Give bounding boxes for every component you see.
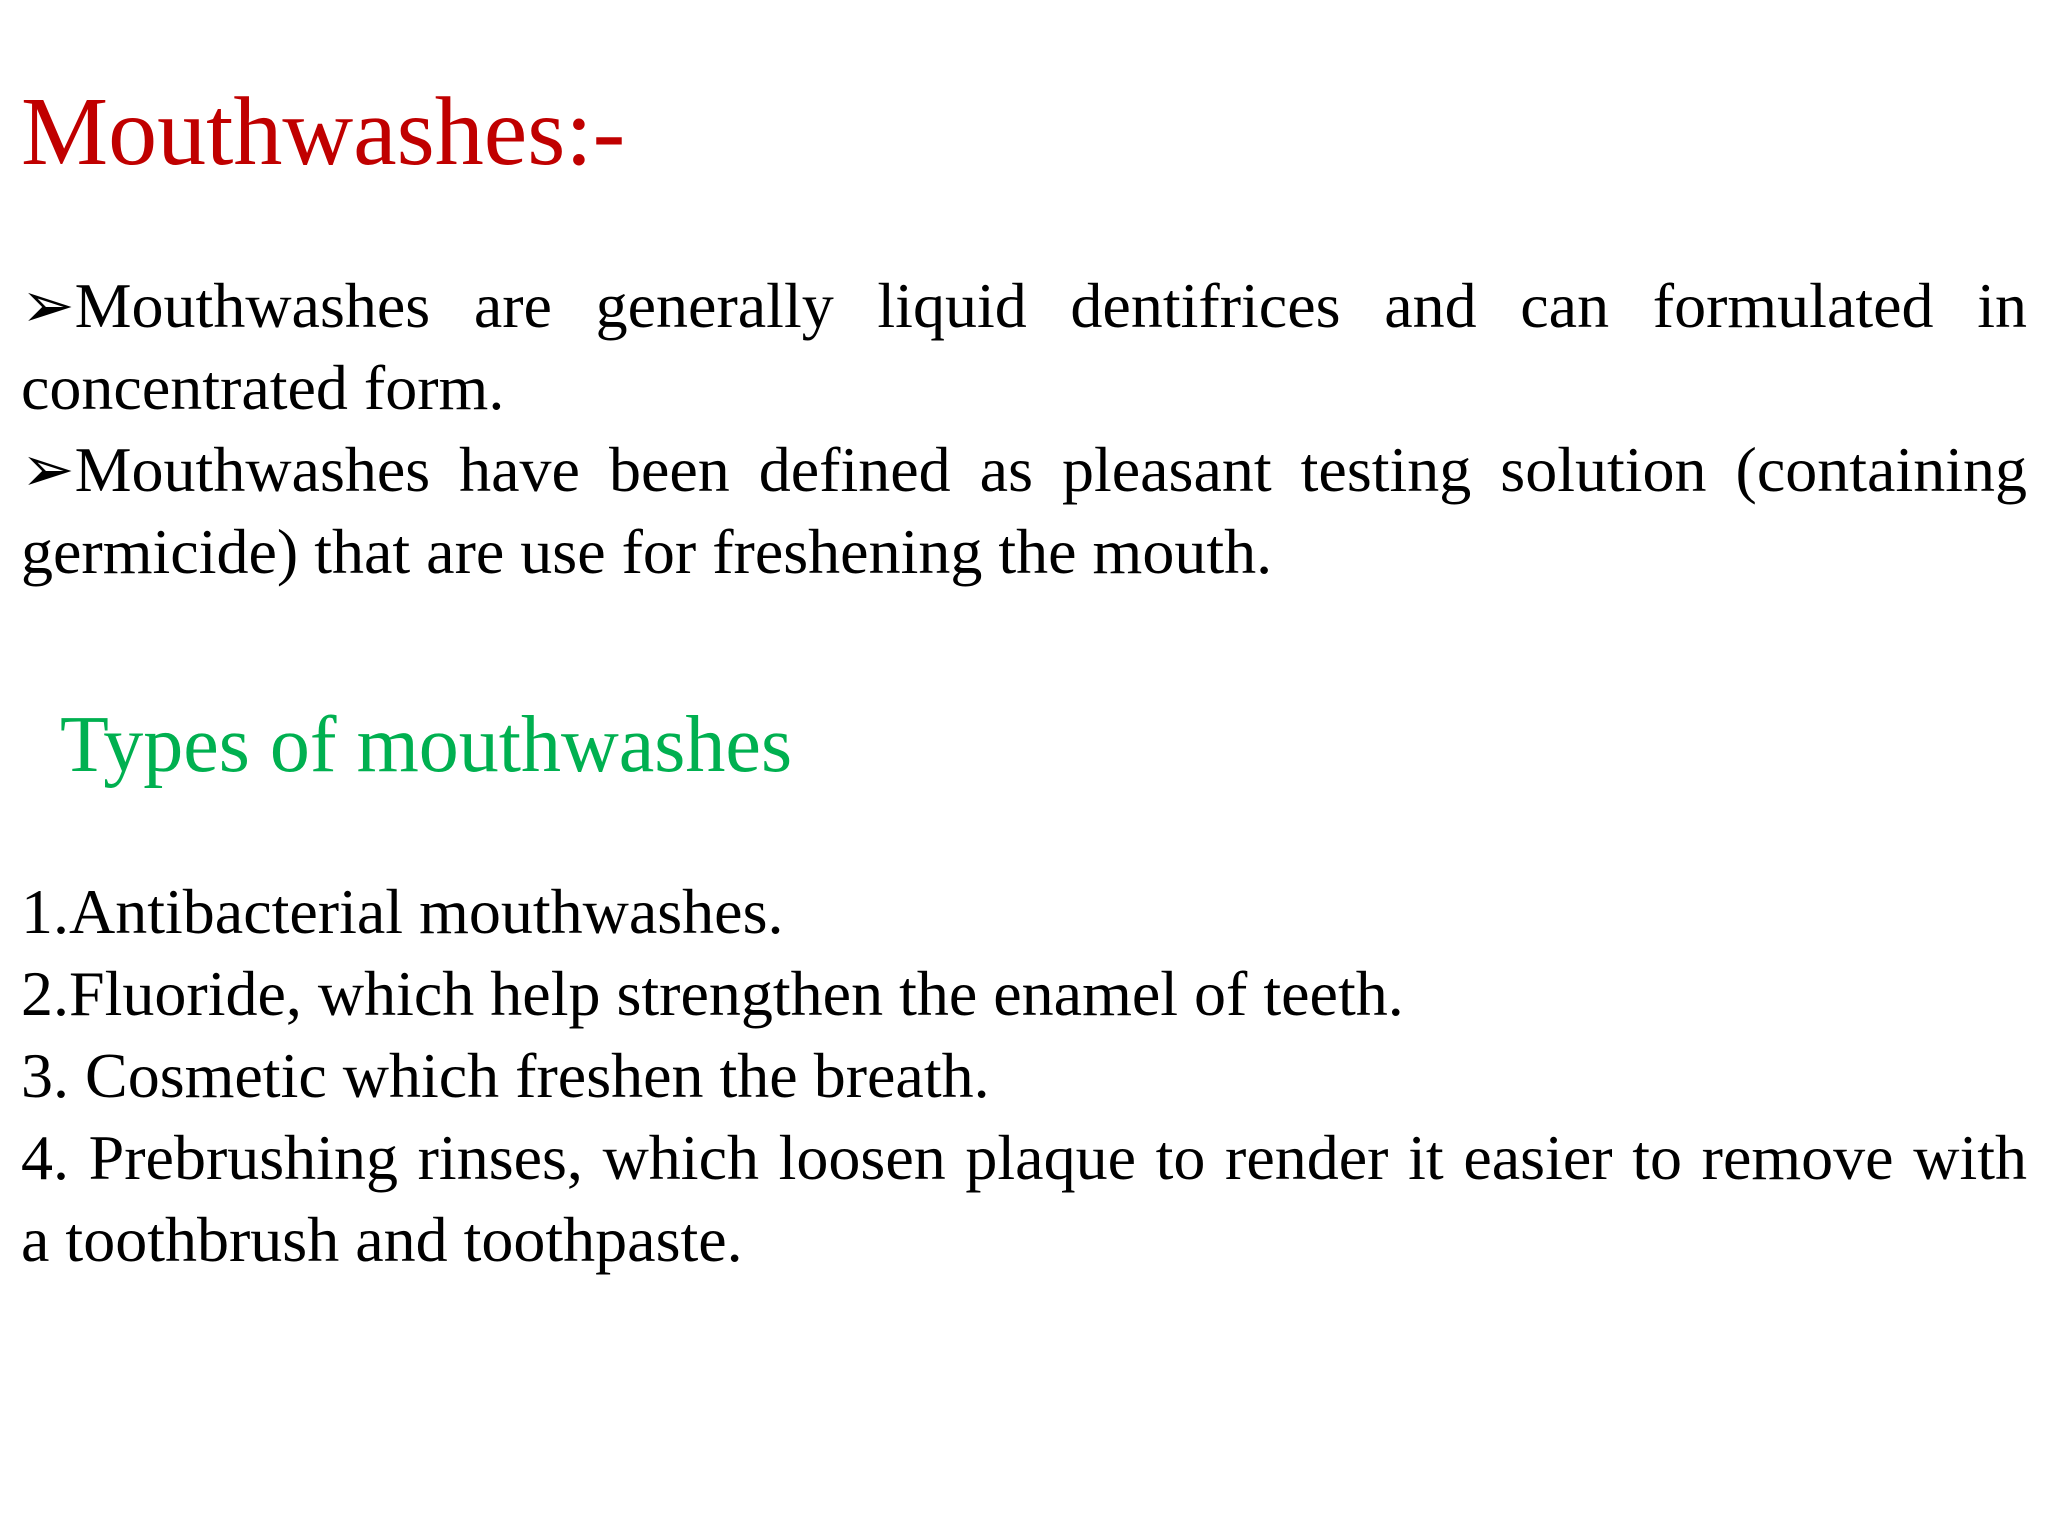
list-item: 1.Antibacterial mouthwashes. xyxy=(21,876,784,947)
list-item: 4. Prebrushing rinses, which loosen plaque to render it easier to remove with a toothbrush and toothpaste. xyxy=(21,1122,2027,1275)
bullet-item xyxy=(21,429,2027,593)
types-subheading: Types of mouthwashes xyxy=(60,701,793,789)
arrow-bullet-icon: ➢ xyxy=(21,434,75,505)
bullet-text: Mouthwashes have been defined as pleasant testing solution (containing germicide) that are use for freshening the mouth. xyxy=(21,434,2027,587)
slide-title: Mouthwashes:- xyxy=(21,78,626,186)
bullet-text: Mouthwashes are generally liquid dentifrices and can formulated in concentrated form. xyxy=(21,270,2027,423)
definition-bullets xyxy=(21,265,2027,593)
types-list xyxy=(21,871,2027,1281)
list-item: 3. Cosmetic which freshen the breath. xyxy=(21,1040,990,1111)
bullet-item xyxy=(21,265,2027,429)
list-item: 2.Fluoride, which help strengthen the enamel of teeth. xyxy=(21,958,1404,1029)
arrow-bullet-icon: ➢ xyxy=(21,270,75,341)
